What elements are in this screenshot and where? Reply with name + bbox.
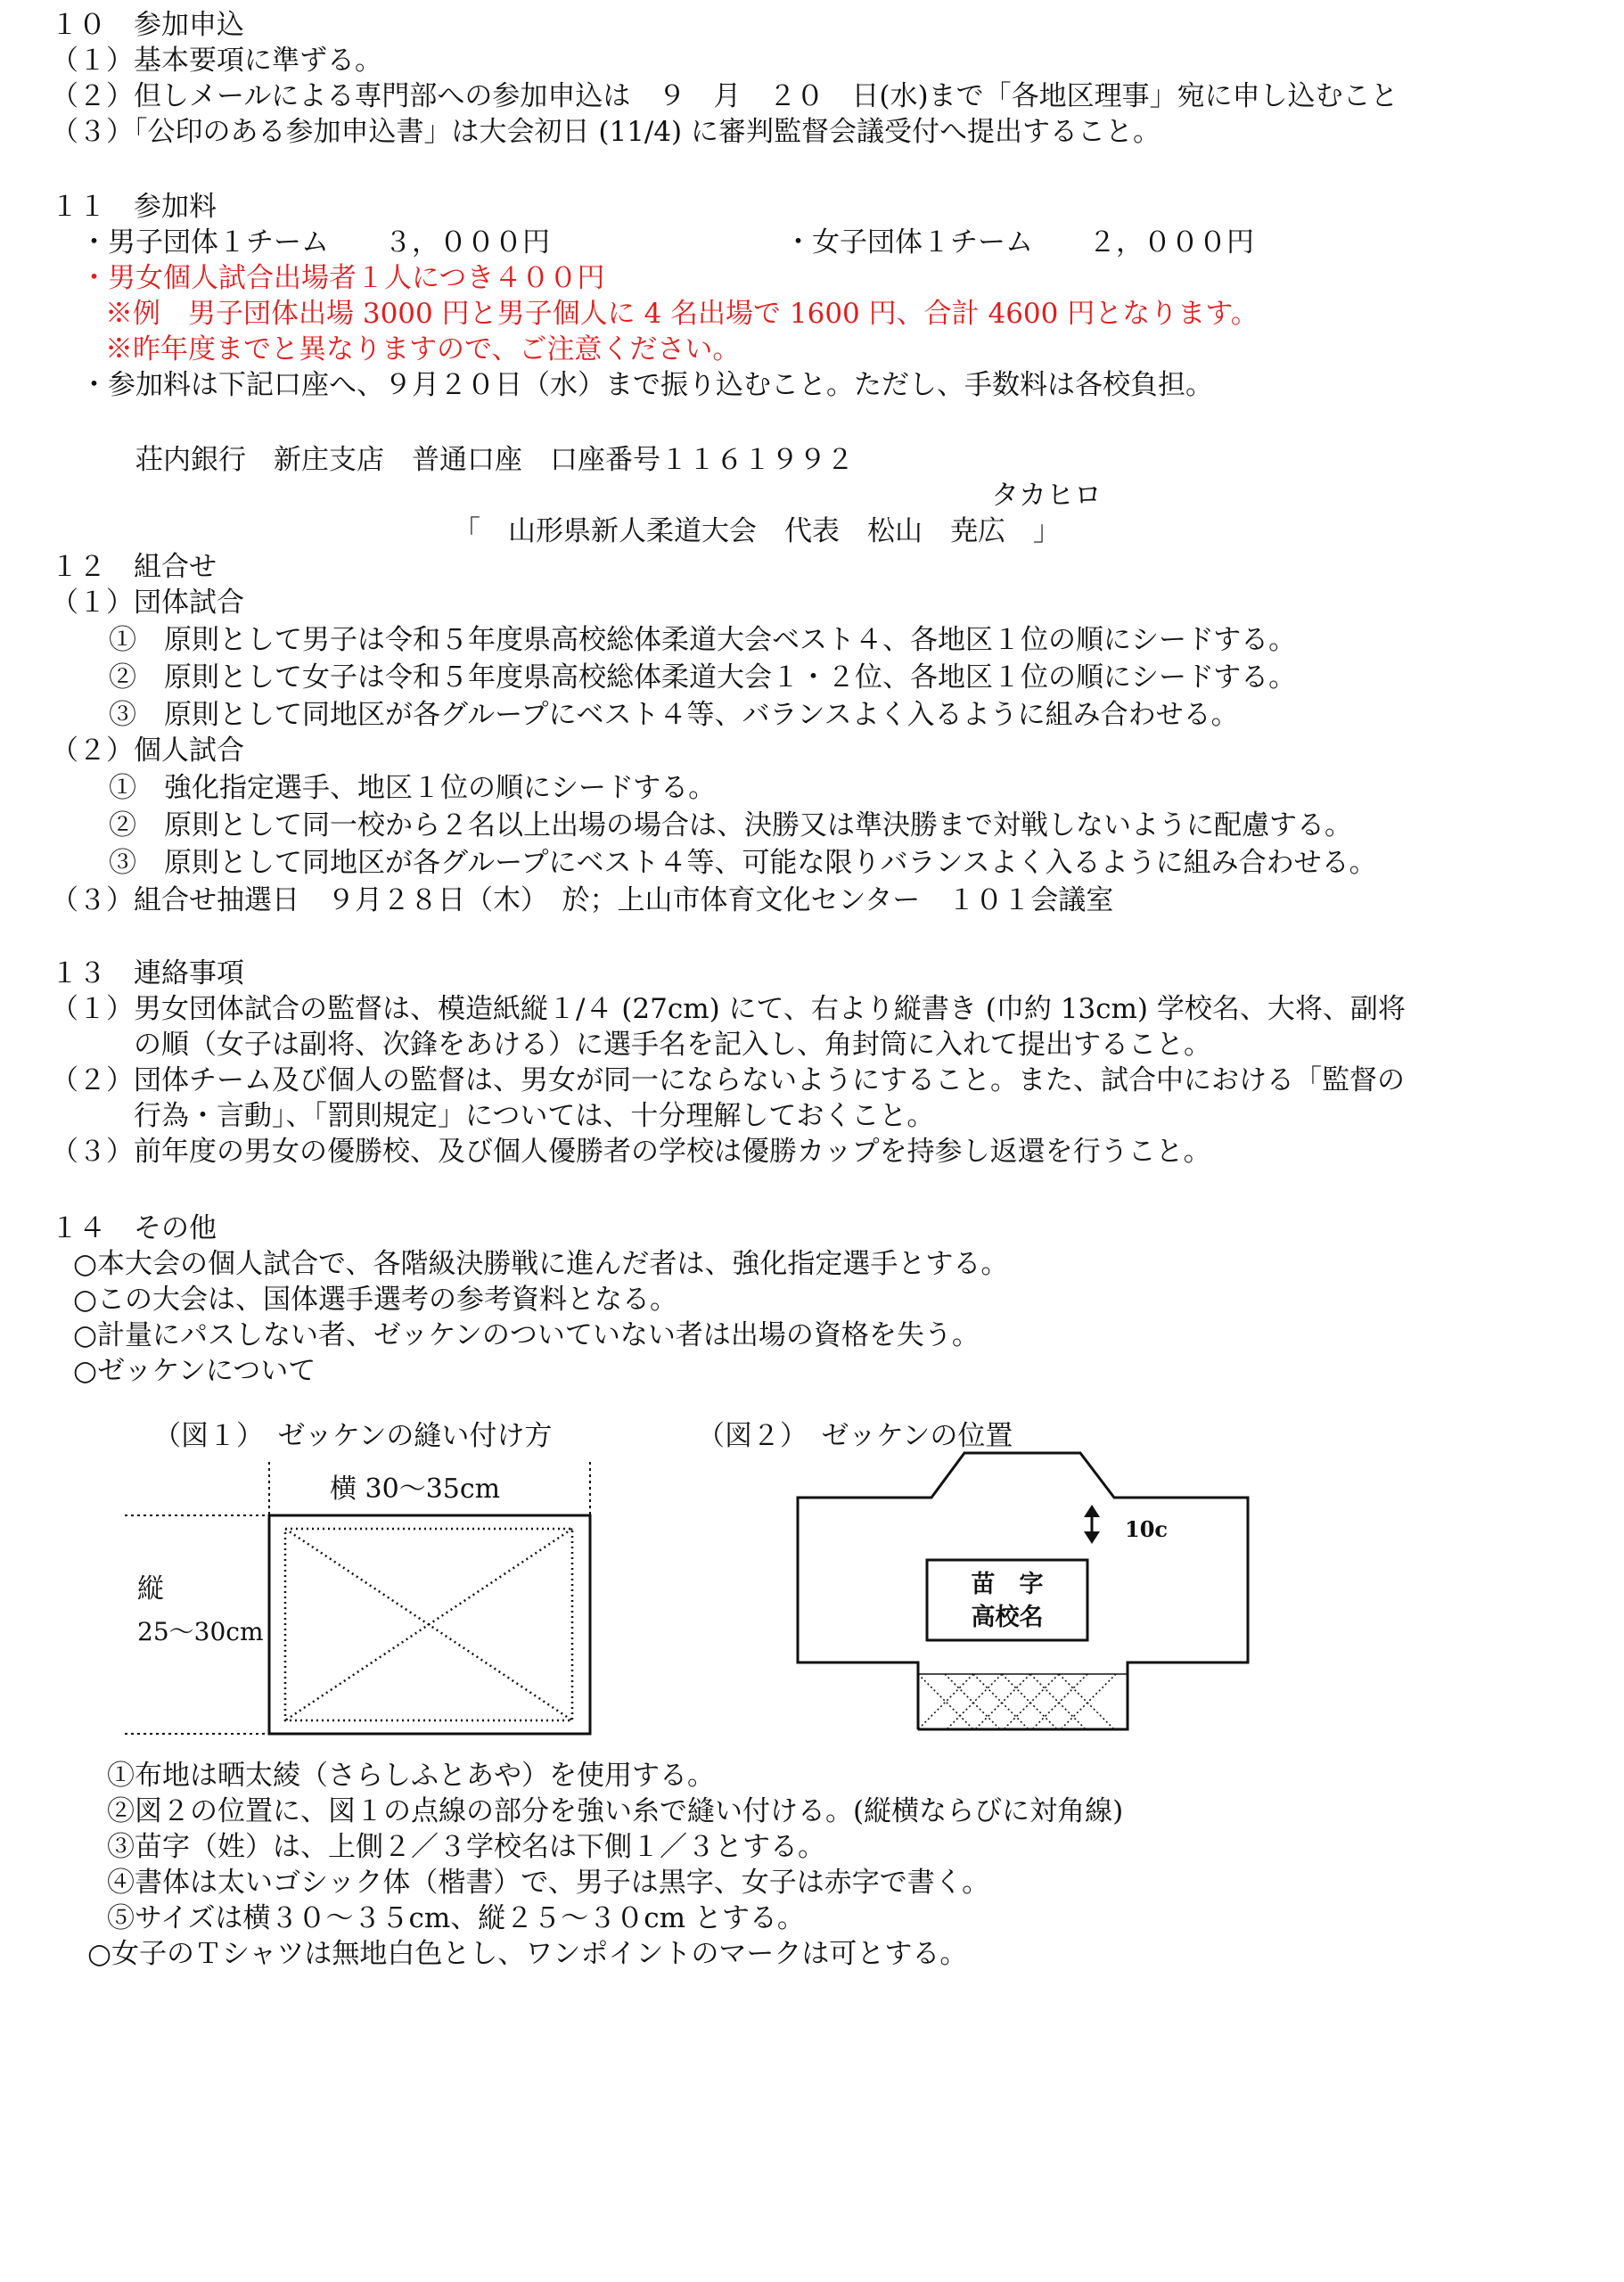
- section-10-item-2: （２）但しメールによる専門部への参加申込は ９ 月 ２０ 日(水)まで「各地区理事」宛に申し込むこと: [51, 80, 1398, 112]
- other-item-4: ○ゼッケンについて: [73, 1355, 316, 1387]
- figure-1-title: （図１） ゼッケンの縫い付け方: [153, 1420, 553, 1452]
- section-10-item-3: （３）「公印のある参加申込書」は大会初日 (11/4) に審判監督会議受付へ提出すること。: [51, 116, 1161, 148]
- team-rule-2: ② 原則として女子は令和５年度県高校総体柔道大会１・２位、各地区１位の順にシードする。: [109, 661, 1297, 694]
- draw-date: （３）組合せ抽選日 ９月２８日（木） 於；上山市体育文化センター １０１会議室: [51, 884, 1114, 916]
- individual-rule-2: ② 原則として同一校から２名以上出場の場合は、決勝又は準決勝まで対戦しないように配慮する。: [109, 809, 1352, 841]
- team-rule-3: ③ 原則として同地区が各グループにベスト４等、バランスよく入るように組み合わせる。: [109, 699, 1239, 731]
- contact-item-2b: 行為・言動」、「罰則規定」については、十分理解しておくこと。: [51, 1100, 935, 1132]
- fee-example-note: ※例 男子団体出場 3000 円と男子個人に 4 名出場で 1600 円、合計 4600 円となります。: [105, 298, 1259, 330]
- fee-individual: ・男女個人試合出場者１人につき４００円: [80, 262, 605, 294]
- stitch-diagonal-2: [285, 1529, 572, 1720]
- section-11-heading: １１ 参加料: [51, 191, 217, 223]
- contact-item-1b: の順（女子は副将、次鋒をあける）に選手名を記入し、角封筒に入れて提出すること。: [51, 1029, 1211, 1061]
- figure-2-bib-position-diagram: [784, 1444, 1266, 1738]
- fee-girls-team: ・女子団体１チーム ２，０００円: [784, 226, 1254, 259]
- section-14-heading: １４ その他: [51, 1212, 217, 1244]
- section-10-item-1: （１）基本要項に準ずる。: [51, 45, 382, 77]
- other-item-2: ○この大会は、国体選手選考の参考資料となる。: [73, 1284, 678, 1316]
- individual-rule-3: ③ 原則として同地区が各グループにベスト４等、可能な限りバランスよく入るように組み合わせる。: [109, 847, 1377, 879]
- bib-rule-4: ④書体は太いゴシック体（楷書）で、男子は黒字、女子は赤字で書く。: [107, 1867, 990, 1899]
- width-label: 横 30〜35cm: [330, 1473, 501, 1505]
- height-label-1: 縦: [137, 1573, 164, 1605]
- team-match-heading: （１）団体試合: [51, 587, 244, 619]
- figure-2-title: （図２） ゼッケンの位置: [697, 1420, 1013, 1452]
- bib-rule-2: ②図２の位置に、図１の点線の部分を強い糸で縫い付ける。(縦横ならびに対角線): [107, 1795, 1124, 1827]
- bank-account: 荘内銀行 新庄支店 普通口座 口座番号１１６１９９２: [135, 444, 854, 476]
- contact-item-1a: （１）男女団体試合の監督は、模造紙縦１/４ (27cm) にて、右より縦書き (巾約 13cm) 学校名、大将、副将: [51, 993, 1406, 1025]
- contact-item-2a: （２）団体チーム及び個人の監督は、男女が同一にならないようにすること。また、試合中における「監督の: [51, 1064, 1405, 1096]
- bib-rule-3: ③苗字（姓）は、上側２／３学校名は下側１／３とする。: [107, 1831, 825, 1863]
- section-12-heading: １２ 組合せ: [51, 551, 217, 583]
- tshirt-note: ○女子のＴシャツは無地白色とし、ワンポイントのマークは可とする。: [87, 1938, 968, 1970]
- team-rule-1: ① 原則として男子は令和５年度県高校総体柔道大会ベスト４、各地区１位の順にシードする。: [109, 624, 1297, 656]
- arrow-down-head: [1084, 1531, 1100, 1544]
- figure-1-bib-sewing-diagram: [125, 1462, 606, 1756]
- belt-crosshatch: [918, 1674, 1116, 1729]
- fee-boys-team: ・男子団体１チーム ３，０００円: [80, 226, 550, 259]
- section-10-heading: １０ 参加申込: [51, 9, 244, 41]
- account-furigana: タカヒロ: [991, 480, 1102, 512]
- individual-match-heading: （２）個人試合: [51, 735, 244, 767]
- other-item-3: ○計量にパスしない者、ゼッケンのついていない者は出場の資格を失う。: [73, 1319, 980, 1351]
- belt-area: [918, 1674, 1128, 1729]
- arrow-up-head: [1084, 1505, 1100, 1517]
- section-13-heading: １３ 連絡事項: [51, 957, 244, 989]
- bib-school-label: 高校名: [971, 1604, 1044, 1631]
- height-label-2: 25〜30cm: [137, 1617, 264, 1646]
- bib-rule-5: ⑤サイズは横３０〜３５cm、縦２５〜３０cm とする。: [107, 1902, 805, 1934]
- contact-item-3: （３）前年度の男女の優勝校、及び個人優勝者の学校は優勝カップを持参し返還を行うこと。: [51, 1136, 1211, 1168]
- bib-name-label: 苗 字: [971, 1571, 1044, 1598]
- individual-rule-1: ① 強化指定選手、地区１位の順にシードする。: [109, 772, 717, 804]
- fee-change-note: ※昨年度までと異なりますので、ご注意ください。: [105, 333, 741, 365]
- account-name: 「 山形県新人柔道大会 代表 松山 尭広 」: [453, 515, 1061, 547]
- other-item-1: ○本大会の個人試合で、各階級決勝戦に進んだ者は、強化指定選手とする。: [73, 1248, 1009, 1280]
- bib-rule-1: ①布地は晒太綾（さらしふとあや）を使用する。: [107, 1760, 715, 1792]
- distance-label: 10c: [1125, 1516, 1169, 1542]
- payment-note: ・参加料は下記口座へ、９月２０日（水）まで振り込むこと。ただし、手数料は各校負担。: [80, 369, 1213, 401]
